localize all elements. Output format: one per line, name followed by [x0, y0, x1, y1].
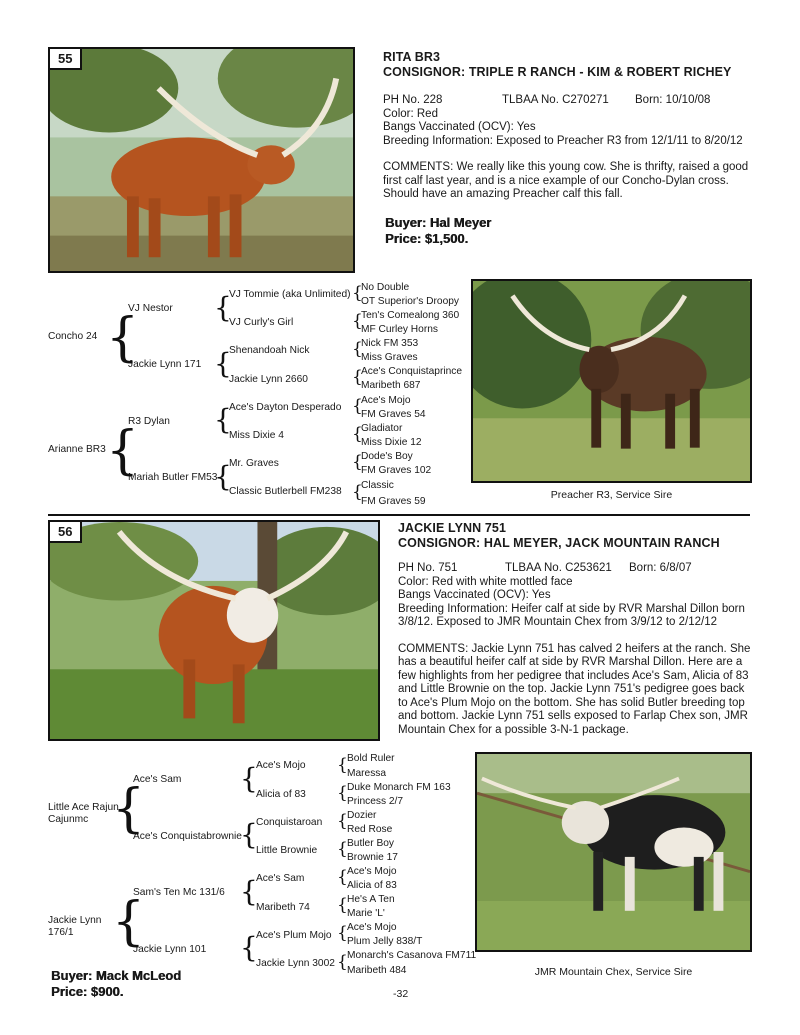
lot55-brace-g3-5: {: [352, 424, 363, 444]
lot56-breeding: Breeding Information: Heifer calf at side by RVR Marshal Dillon born 3/8/12. Exposed to JMR Mountain Chex from 3/9/12 to 2/12/12: [398, 602, 745, 628]
lot56-ped-g2-0: Ace's Sam: [133, 774, 182, 785]
lot55-ped-g3-7: Classic Butlerbell FM238: [229, 486, 342, 497]
lot55-ped-g1-1: Arianne BR3: [48, 444, 106, 455]
lot55-ped-g2-2: R3 Dylan: [128, 416, 170, 427]
lot55-ped-g4-6: Ace's Conquistaprince: [361, 366, 463, 377]
lot55-ped-g2-3: Mariah Butler FM53: [128, 472, 218, 483]
lot56-cow-photo: [48, 520, 380, 741]
lot56-born: Born: 6/8/07: [629, 562, 692, 574]
lot55-brace-g3-3: {: [352, 367, 363, 387]
lot56-ped-g4-9: Alicia of 83: [347, 880, 397, 891]
lot56-ped-g3-2: Conquistaroan: [256, 817, 323, 828]
lot55-ped-g3-5: Miss Dixie 4: [229, 430, 284, 441]
lot56-brace-g3-0: {: [337, 755, 348, 775]
lot56-ped-g3-1: Alicia of 83: [256, 789, 306, 800]
lot55-ped-g4-2: Ten's Comealong 360: [361, 310, 460, 321]
lot56-brace-g3-7: {: [337, 952, 348, 972]
lot56-ped-g4-14: Monarch's Casanova FM711: [347, 950, 477, 961]
lot55-bangs: Bangs Vaccinated (OCV): Yes: [383, 121, 536, 133]
lot55-ph-no: PH No. 228: [383, 94, 443, 106]
lot55-price: Price: $1,500.: [385, 231, 469, 246]
lot56-brace-g3-1: {: [337, 783, 348, 803]
lot55-brace-g2-1: {: [214, 347, 232, 380]
lot56-tlbaa-no: TLBAA No. C253621: [505, 562, 612, 574]
lot55-ped-g4-7: Maribeth 687: [361, 380, 421, 391]
lot55-ped-g1-0: Concho 24: [48, 331, 98, 342]
lot56-ped-g4-1: Maressa: [347, 768, 387, 779]
lot56-brace-g3-5: {: [337, 895, 348, 915]
lot56-ped-g4-13: Plum Jelly 838/T: [347, 936, 423, 947]
lot56-ped-g3-4: Ace's Sam: [256, 873, 305, 884]
lot55-brace-g2-2: {: [214, 403, 232, 436]
lot56-ped-g4-6: Butler Boy: [347, 838, 394, 849]
lot55-ped-g4-5: Miss Graves: [361, 352, 418, 363]
lot55-ped-g4-13: FM Graves 102: [361, 465, 432, 476]
lot55-ped-g3-3: Jackie Lynn 2660: [229, 374, 308, 385]
lot56-ped-g3-5: Maribeth 74: [256, 902, 310, 913]
lot55-ped-g3-1: VJ Curly's Girl: [229, 317, 294, 328]
lot55-comments: COMMENTS: We really like this young cow. She is thrifty, raised a good first calf last year, and is a nice example of our Concho-Dylan cross. Should have an amazing Preacher calf this fall.: [383, 161, 749, 200]
lot55-brace-g3-2: {: [352, 339, 363, 359]
lot55-cow-photo: [48, 47, 355, 273]
lot55-ped-g4-1: OT Superior's Droopy: [361, 296, 460, 307]
lot55-brace-g1-1: {: [106, 421, 140, 481]
lot55-brace-g3-4: {: [352, 396, 363, 416]
lot56-brace-g2-3: {: [240, 931, 258, 964]
lot55-ped-g4-10: Gladiator: [361, 423, 403, 434]
lot56-ped-g3-7: Jackie Lynn 3002: [256, 958, 335, 969]
page-number: -32: [393, 988, 409, 1000]
lot56-ped-g2-1: Ace's Conquistabrownie: [133, 831, 242, 842]
lot55-ped-g4-12: Dode's Boy: [361, 451, 413, 462]
lot55-ped-g4-0: No Double: [361, 282, 410, 293]
lot56-brace-g2-2: {: [240, 875, 258, 908]
lot55-sire-caption: Preacher R3, Service Sire: [550, 489, 673, 501]
lot-divider: [48, 514, 750, 516]
lot55-name: RITA BR3: [383, 50, 441, 64]
lot55-ped-g3-4: Ace's Dayton Desperado: [229, 402, 342, 413]
lot55-brace-g3-1: {: [352, 311, 363, 331]
lot56-info: [398, 562, 758, 737]
lot56-ph-no: PH No. 751: [398, 562, 458, 574]
lot56-brace-g3-6: {: [337, 923, 348, 943]
lot56-ped-g2-3: Jackie Lynn 101: [133, 944, 207, 955]
lot55-color: Color: Red: [383, 107, 438, 120]
lot56-consignor: CONSIGNOR: HAL MEYER, JACK MOUNTAIN RANCH: [398, 536, 720, 550]
lot56-brace-g2-1: {: [240, 818, 258, 851]
lot55-breeding: Breeding Information: Exposed to Preacher R3 from 12/1/11 to 8/20/12: [383, 134, 743, 147]
lot56-ids-row: [398, 562, 758, 576]
lot56-ped-g3-3: Little Brownie: [256, 845, 318, 856]
lot55-brace-g2-0: {: [214, 291, 232, 324]
lot56-sire-caption: JMR Mountain Chex, Service Sire: [534, 966, 693, 978]
lot55-ped-g4-15: FM Graves 59: [361, 496, 426, 507]
lot56-brace-g1-0: {: [112, 779, 146, 839]
lot55-ped-g4-8: Ace's Mojo: [361, 395, 411, 406]
lot55-buyer: Buyer: Hal Meyer: [385, 215, 492, 230]
lot55-brace-g1-0: {: [106, 308, 140, 368]
lot55-ped-g4-11: Miss Dixie 12: [361, 437, 422, 448]
lot56-ped-g3-6: Ace's Plum Mojo: [256, 930, 332, 941]
lot56-brace-g3-2: {: [337, 811, 348, 831]
lot55-ped-g3-0: VJ Tommie (aka Unlimited): [229, 289, 351, 300]
lot56-brace-g2-0: {: [240, 762, 258, 795]
lot56-ped-g3-0: Ace's Mojo: [256, 760, 306, 771]
lot56-buyer: Buyer: Mack McLeod: [51, 968, 182, 983]
lot56-ped-g4-8: Ace's Mojo: [347, 866, 397, 877]
lot56-ped-g4-0: Bold Ruler: [347, 753, 395, 764]
lot56-ped-g1-0: Little Ace Rajun Cajunmc: [48, 802, 119, 825]
lot55-ids-row: [383, 94, 763, 108]
lot56-ped-g4-11: Marie 'L': [347, 908, 385, 919]
lot55-ped-g4-3: MF Curley Horns: [361, 324, 438, 335]
lot55-ped-g3-2: Shenandoah Nick: [229, 345, 310, 356]
lot55-ped-g4-14: Classic: [361, 480, 394, 491]
lot56-price: Price: $900.: [51, 984, 124, 999]
lot55-ped-g4-4: Nick FM 353: [361, 338, 419, 349]
lot56-ped-g4-12: Ace's Mojo: [347, 922, 397, 933]
lot55-info: [383, 94, 763, 202]
lot56-sire-photo: [475, 752, 752, 952]
lot55-brace-g3-7: {: [352, 482, 363, 502]
lot56-number: 56: [50, 522, 82, 543]
lot55-ped-g3-6: Mr. Graves: [229, 458, 279, 469]
lot56-ped-g4-3: Princess 2/7: [347, 796, 404, 807]
lot56-ped-g4-4: Dozier: [347, 810, 377, 821]
lot56-ped-g4-2: Duke Monarch FM 163: [347, 782, 451, 793]
lot56-bangs: Bangs Vaccinated (OCV): Yes: [398, 589, 551, 601]
lot56-ped-g4-15: Maribeth 484: [347, 965, 407, 976]
lot56-ped-g4-10: He's A Ten: [347, 894, 395, 905]
lot55-born: Born: 10/10/08: [635, 94, 711, 106]
lot56-ped-g4-7: Brownie 17: [347, 852, 398, 863]
lot55-brace-g3-0: {: [352, 283, 363, 303]
lot55-ped-g4-9: FM Graves 54: [361, 409, 426, 420]
lot56-ped-g2-2: Sam's Ten Mc 131/6: [133, 887, 225, 898]
lot56-ped-g1-1: Jackie Lynn 176/1: [48, 915, 102, 938]
lot55-ped-g2-1: Jackie Lynn 171: [128, 359, 202, 370]
lot55-sire-photo: [471, 279, 752, 483]
lot55-consignor: CONSIGNOR: TRIPLE R RANCH - KIM & ROBERT RICHEY: [383, 65, 732, 79]
lot56-brace-g1-1: {: [112, 892, 146, 952]
lot55-brace-g2-3: {: [214, 460, 232, 493]
lot55-tlbaa-no: TLBAA No. C270271: [502, 94, 609, 106]
lot56-brace-g3-4: {: [337, 867, 348, 887]
lot55-number: 55: [50, 49, 82, 70]
lot56-brace-g3-3: {: [337, 839, 348, 859]
lot56-color: Color: Red with white mottled face: [398, 575, 573, 588]
lot56-ped-g4-5: Red Rose: [347, 824, 393, 835]
lot56-name: JACKIE LYNN 751: [398, 521, 507, 535]
lot55-brace-g3-6: {: [352, 452, 363, 472]
lot56-comments: COMMENTS: Jackie Lynn 751 has calved 2 heifers at the ranch. She has a beautiful heifer calf at side by RVR Marshal Dillon. Here are a few highlights from her pedigree that includes Ace's Sam, Alicia of 83 and Little Brownie on the top. Jackie Lynn 751's pedigree goes back to Ace's Plum Mojo on the bottom. She has solid Butler breeding top and bottom. Jackie Lynn 751 sells exposed to Farlap Chex son, JMR Mountain Chex for a possible 3-N-1 package.: [398, 642, 751, 736]
lot55-ped-g2-0: VJ Nestor: [128, 303, 173, 314]
